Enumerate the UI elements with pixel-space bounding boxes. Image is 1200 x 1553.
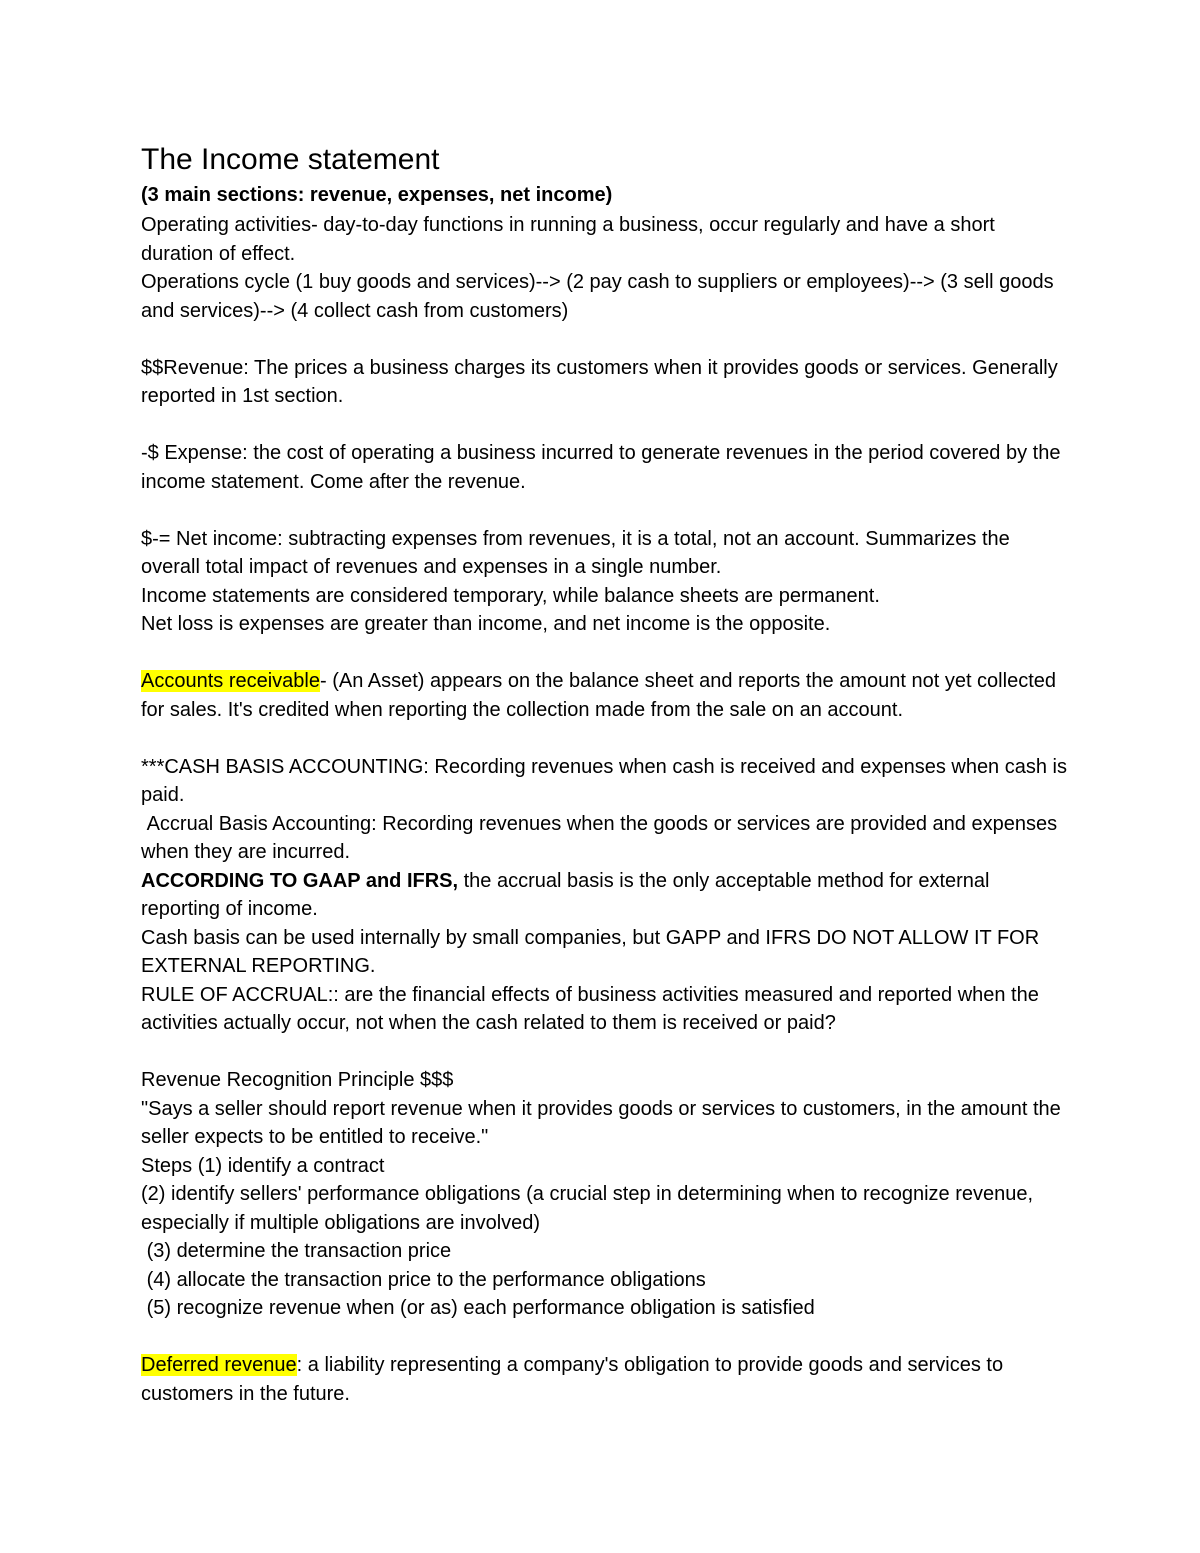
operations-cycle-text: Operations cycle (1 buy goods and services)--> (2 pay cash to suppliers or employees)--> (3 sell goods and services)--> (4 collect cash from customers) (141, 271, 1054, 322)
deferred-revenue-text: : a liability representing a company's obligation to provide goods and services to customers in the future. (141, 1354, 1004, 1405)
page-title: The Income statement (141, 143, 440, 176)
step-4: (4) allocate the transaction price to the performance obligations (141, 1268, 706, 1291)
net-income-definition: $-= Net income: subtracting expenses from revenues, it is a total, not an account. Summarizes the overall total impact of revenues and expenses in a single number. (141, 527, 1010, 578)
deferred-revenue-paragraph (141, 1351, 1071, 1408)
cash-basis-text: ***CASH BASIS ACCOUNTING: Recording revenues when cash is received and expenses when cash is paid. (141, 755, 1067, 806)
gaap-text: the accrual basis is the only acceptable method for external reporting of income. (141, 869, 996, 920)
revenue-recognition-title: Revenue Recognition Principle $$$ (141, 1069, 454, 1091)
sections-subtitle: (3 main sections: revenue, expenses, net income) (141, 184, 613, 206)
accounts-receivable-term: Accounts receivable (141, 670, 320, 692)
accrual-basis-text: Accrual Basis Accounting: Recording revenues when the goods or services are provided and expenses when they are incurred. (141, 812, 1063, 863)
expense-definition: -$ Expense: the cost of operating a business incurred to generate revenues in the period covered by the income statement. Come after the revenue. (141, 442, 1061, 493)
step-2: (2) identify sellers' performance obligations (a crucial step in determining when to recognize revenue, especially if multiple obligations are involved) (141, 1183, 1034, 1234)
operating-activities-text: Operating activities- day-to-day functions in running a business, occur regularly and have a short duration of effect. (141, 214, 995, 265)
net-loss-text: Net loss is expenses are greater than income, and net income is the opposite. (141, 613, 831, 635)
rule-of-accrual-text: RULE OF ACCRUAL:: are the financial effects of business activities measured and reported when the activities actually occur, not when the cash related to them is received or paid? (141, 983, 1039, 1034)
document-page (141, 140, 1071, 1408)
step-1: Steps (1) identify a contract (141, 1154, 385, 1177)
gaap-paragraph (141, 867, 1071, 924)
accounts-receivable-text: - (An Asset) appears on the balance sheet and reports the amount not yet collected for sales. It's credited when reporting the collection made from the sale on an account. (141, 670, 1056, 721)
temporary-statement-text: Income statements are considered temporary, while balance sheets are permanent. (141, 584, 880, 607)
cash-internal-text: Cash basis can be used internally by small companies, but GAPP and IFRS DO NOT ALLOW IT FOR EXTERNAL REPORTING. (141, 926, 1040, 977)
deferred-revenue-term: Deferred revenue (141, 1354, 297, 1376)
step-3: (3) determine the transaction price (141, 1240, 452, 1262)
gaap-bold-text: ACCORDING TO GAAP and IFRS, (141, 869, 459, 892)
revenue-recognition-quote: "Says a seller should report revenue when it provides goods or services to customers, in the amount the seller expects to be entitled to receive." (141, 1097, 1061, 1148)
revenue-definition: $$Revenue: The prices a business charges its customers when it provides goods or services. Generally reported in 1st section. (141, 356, 1058, 407)
accounts-receivable-paragraph (141, 667, 1071, 724)
step-5: (5) recognize revenue when (or as) each performance obligation is satisfied (141, 1297, 815, 1319)
